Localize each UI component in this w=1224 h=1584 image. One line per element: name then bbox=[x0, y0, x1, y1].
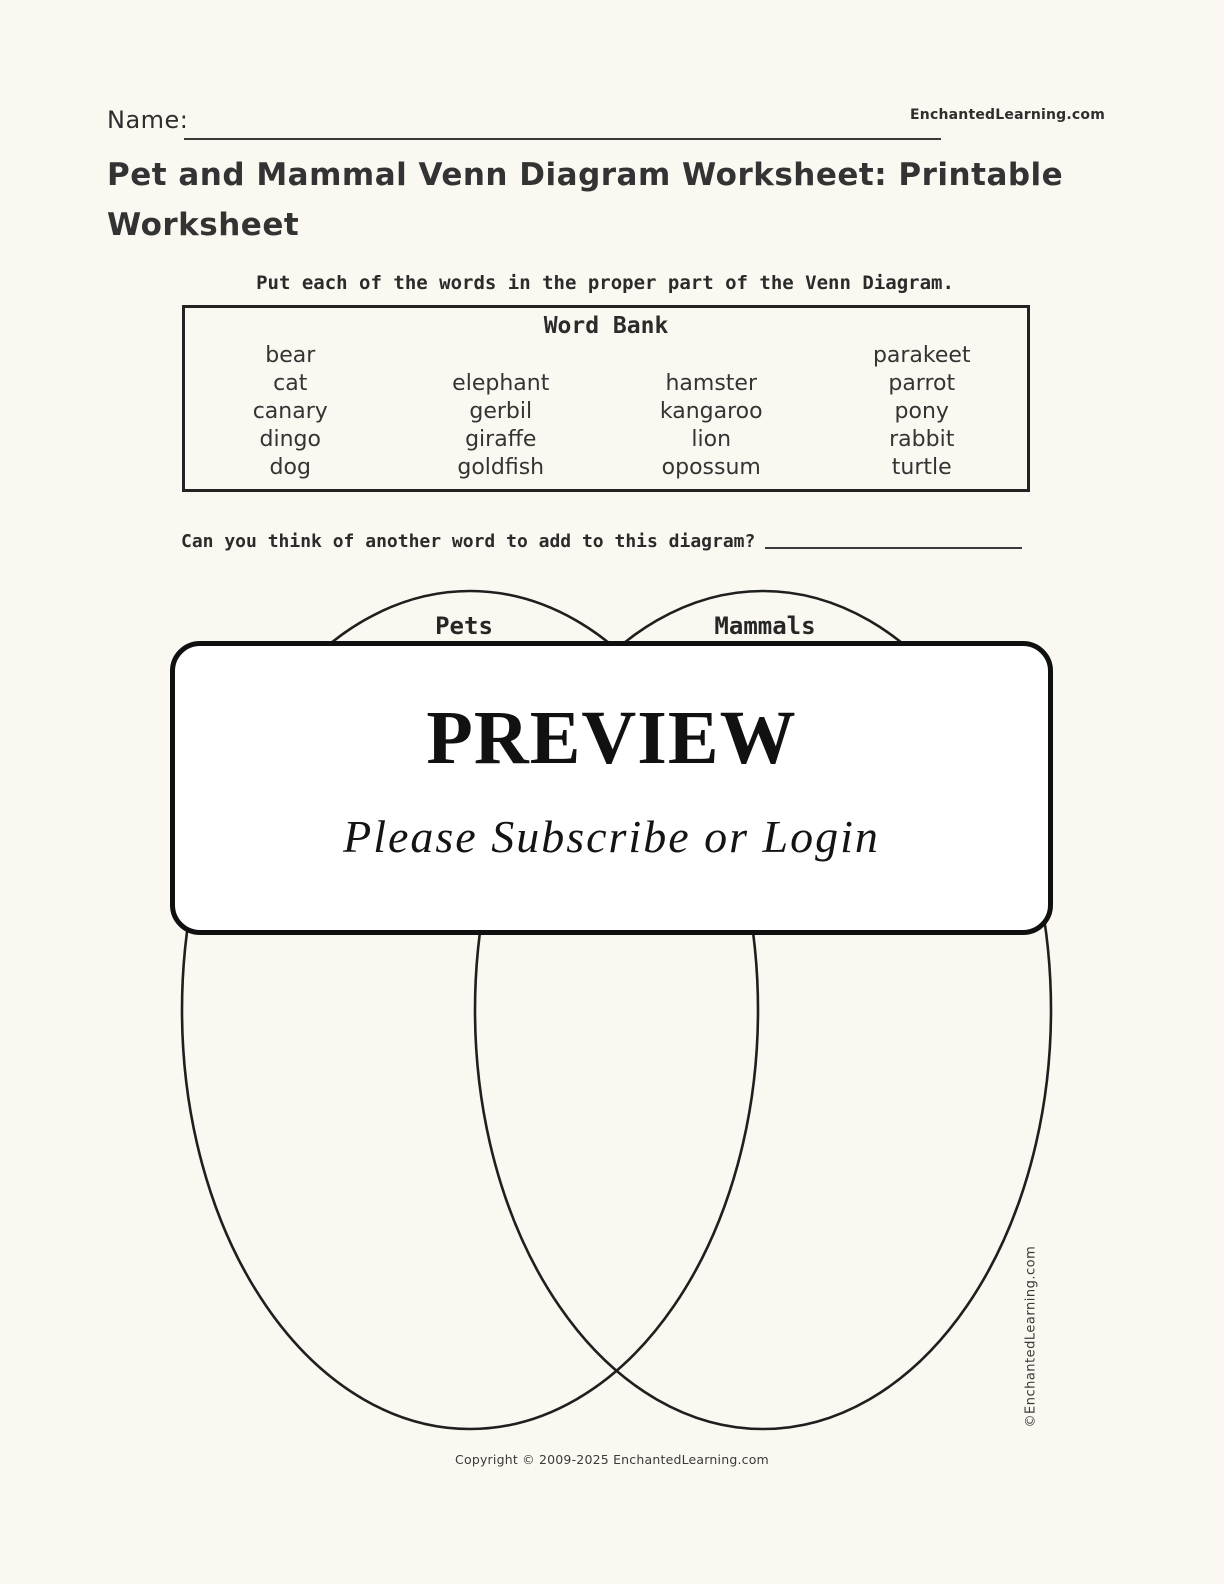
site-logo-text: EnchantedLearning.com bbox=[910, 107, 1105, 123]
preview-subscribe-login-text: Please Subscribe or Login bbox=[343, 811, 880, 862]
venn-label-pets: Pets bbox=[435, 612, 493, 640]
word-bank-cell: giraffe bbox=[465, 427, 537, 452]
word-bank-cell: lion bbox=[691, 427, 732, 452]
word-bank-cell: turtle bbox=[891, 455, 952, 480]
word-bank-cell: goldfish bbox=[457, 455, 545, 480]
preview-title: PREVIEW bbox=[426, 696, 797, 780]
word-bank-cell bbox=[396, 342, 607, 370]
word-bank-cell: dog bbox=[269, 455, 311, 480]
answer-blank-line[interactable] bbox=[765, 533, 1022, 549]
word-bank-cell: elephant bbox=[452, 371, 550, 396]
word-bank-cell: parakeet bbox=[872, 343, 971, 368]
copyright-text: Copyright © 2009-2025 EnchantedLearning.com bbox=[455, 1452, 769, 1467]
page-title-line1: Pet and Mammal Venn Diagram Worksheet: Printable bbox=[107, 157, 1064, 193]
word-bank-cell: rabbit bbox=[889, 427, 955, 452]
word-bank-cell: kangaroo bbox=[659, 399, 763, 424]
instruction-line-2: Can you think of another word to add to this diagram? bbox=[181, 531, 756, 552]
word-bank-cell: hamster bbox=[665, 371, 758, 396]
vertical-watermark: ©EnchantedLearning.com bbox=[1023, 1245, 1039, 1428]
word-bank-grid bbox=[185, 342, 1027, 482]
word-bank-cell: bear bbox=[265, 343, 316, 368]
word-bank-cell: canary bbox=[252, 399, 328, 424]
name-label: Name: bbox=[107, 106, 189, 134]
instruction-row-2 bbox=[181, 531, 1022, 552]
page-title-line2: Worksheet bbox=[107, 207, 300, 243]
word-bank-cell: gerbil bbox=[469, 399, 533, 424]
preview-overlay bbox=[170, 641, 1053, 935]
page-title bbox=[107, 150, 1107, 250]
word-bank-cell: cat bbox=[273, 371, 308, 396]
venn-label-mammals: Mammals bbox=[714, 612, 816, 640]
word-bank-title: Word Bank bbox=[543, 313, 669, 339]
word-bank-box bbox=[182, 305, 1030, 492]
word-bank-cell: opossum bbox=[661, 455, 761, 480]
word-bank-cell: parrot bbox=[888, 371, 956, 396]
instruction-line-1: Put each of the words in the proper part of the Venn Diagram. bbox=[256, 272, 954, 294]
word-bank-cell: pony bbox=[894, 399, 949, 424]
word-bank-cell: dingo bbox=[259, 427, 321, 452]
word-bank-cell bbox=[606, 342, 817, 370]
